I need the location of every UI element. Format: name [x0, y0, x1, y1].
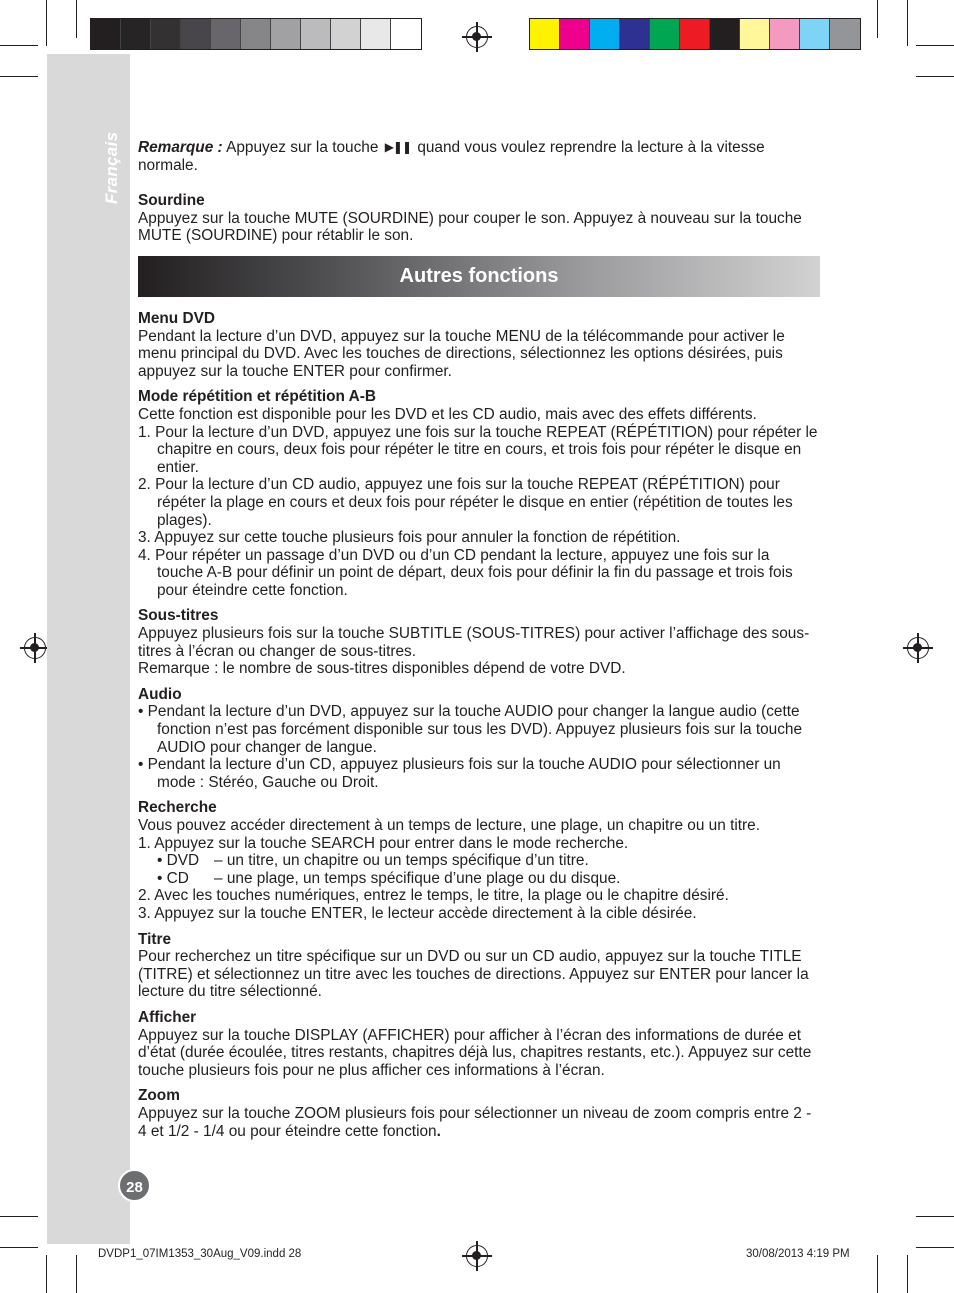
crop-mark: [916, 45, 954, 46]
crop-mark: [907, 0, 908, 46]
section-text: Vous pouvez accéder directement à un temps de lecture, une plage, un chapitre ou un titre.: [138, 817, 760, 834]
crop-mark: [916, 76, 954, 77]
list-item: 2. Avec les touches numériques, entrez le temps, le titre, la plage ou le chapitre désiré.: [138, 887, 729, 905]
grayscale-bar: [90, 18, 422, 50]
registration-mark-icon: [24, 637, 46, 659]
section-heading: Zoom: [138, 1087, 180, 1105]
footer-file-info: DVDP1_07IM1353_30Aug_V09.indd 28: [98, 1248, 302, 1260]
registration-mark-icon: [466, 26, 488, 48]
sub-list-key: • DVD: [157, 852, 200, 870]
remark-text-after: quand vous voulez reprendre la lecture à la vitesse normale.: [138, 139, 765, 174]
section-heading: Audio: [138, 685, 182, 703]
color-swatch: [391, 19, 421, 49]
registration-mark-icon: [907, 637, 929, 659]
crop-mark: [916, 1216, 954, 1217]
color-swatch: [301, 19, 331, 49]
color-swatch: [710, 19, 740, 49]
registration-mark-icon: [466, 1245, 488, 1267]
color-swatch: [650, 19, 680, 49]
color-swatch: [590, 19, 620, 49]
list-item: 1. Appuyez sur la touche SEARCH pour entrer dans le mode recherche.: [138, 834, 629, 852]
section-heading: Recherche: [138, 799, 217, 817]
zoom-text-end: .: [436, 1122, 441, 1140]
crop-mark: [0, 1247, 38, 1248]
crop-mark: [76, 0, 77, 38]
section-audio: [138, 686, 818, 792]
section-text: Pendant la lecture d’un DVD, appuyez sur la touche MENU de la télécommande pour activer le menu principal du DVD. Avec les touches de directions, sélectionnez les options désirées, puis appuyez sur la touche ENTER pour confirmer.: [138, 327, 785, 380]
color-swatch: [181, 19, 211, 49]
remark-label: Remarque :: [138, 139, 223, 156]
section-text: Appuyez sur la touche DISPLAY (AFFICHER) pour afficher à l’écran des informations de durée et d’état (durée écoulée, titres restants, chapitres déjà lus, chapitres restants, etc.). Appuyez sur cette touche plusieurs fois pour ne plus afficher ces informations à l’écran.: [138, 1026, 812, 1079]
page-number: 28: [118, 1169, 151, 1202]
color-swatch: [331, 19, 361, 49]
section-banner: [138, 256, 820, 297]
crop-mark: [46, 0, 47, 46]
color-swatch: [800, 19, 830, 49]
remark-paragraph: [138, 139, 818, 174]
section-text: Appuyez plusieurs fois sur la touche SUBTITLE (SOUS-TITRES) pour activer l’affichage des sous-titres à l’écran ou changer de sous-titres.: [138, 625, 810, 660]
section-heading: Menu DVD: [138, 309, 215, 327]
list-item: 2. Pour la lecture d’un CD audio, appuyez une fois sur la touche REPEAT (RÉPÉTITION) pour répéter la plage en cours et deux fois pour répéter le disque en entier (répétition de toutes les plages).: [138, 476, 793, 529]
color-bar: [529, 18, 861, 50]
section-display: [138, 1009, 818, 1079]
color-swatch: [560, 19, 590, 49]
section-sourdine: [138, 192, 818, 245]
page-content: [138, 139, 818, 1148]
crop-mark: [877, 0, 878, 38]
list-item: 4. Pour répéter un passage d’un DVD ou d’un CD pendant la lecture, appuyez une fois sur la touche A-B pour définir un point de départ, deux fois pour définir la fin du passage et trois fois pour éteindre cette fonction.: [138, 546, 793, 599]
sub-list-key: • CD: [157, 869, 189, 887]
list-item: • Pendant la lecture d’un DVD, appuyez sur la touche AUDIO pour changer la langue audio (cette fonction n’est pas forcément disponible sur tous les DVD). Appuyez plusieurs fois sur la touche AUDIO pour changer de langue.: [138, 703, 803, 756]
section-subtitles: [138, 607, 818, 677]
color-swatch: [271, 19, 301, 49]
section-repeat: [138, 388, 818, 599]
list-item: 3. Appuyez sur cette touche plusieurs fois pour annuler la fonction de répétition.: [138, 529, 681, 547]
crop-mark: [0, 1216, 38, 1217]
color-swatch: [241, 19, 271, 49]
crop-mark: [46, 1255, 47, 1293]
footer-date: 30/08/2013 4:19 PM: [746, 1248, 850, 1260]
remark-text-before: Appuyez sur la touche: [226, 139, 379, 156]
section-note: Remarque : le nombre de sous-titres disponibles dépend de votre DVD.: [138, 660, 626, 678]
banner-title: Autres fonctions: [399, 264, 559, 287]
section-text: [138, 1105, 818, 1140]
language-tab: Français: [102, 131, 121, 204]
section-zoom: [138, 1087, 818, 1140]
color-swatch: [211, 19, 241, 49]
color-swatch: [680, 19, 710, 49]
color-swatch: [361, 19, 391, 49]
crop-mark: [0, 45, 38, 46]
crop-mark: [76, 1255, 77, 1293]
color-swatch: [740, 19, 770, 49]
sub-list-text: – un titre, un chapitre ou un temps spécifique d’un titre.: [214, 852, 589, 870]
list-item: 1. Pour la lecture d’un DVD, appuyez une fois sur la touche REPEAT (RÉPÉTITION) pour répéter le chapitre en cours, deux fois pour répéter le titre en cours, et trois fois pour répéter le disque en entier.: [138, 423, 818, 476]
zoom-text: Appuyez sur la touche ZOOM plusieurs fois pour sélectionner un niveau de zoom compris entre 2 - 4 et 1/2 - 1/4 ou pour éteindre cette fonction: [138, 1104, 812, 1140]
sub-list-text: – une plage, un temps spécifique d’une plage ou du disque.: [214, 869, 621, 887]
section-text: Appuyez sur la touche MUTE (SOURDINE) pour couper le son. Appuyez à nouveau sur la touche MUTE (SOURDINE) pour rétablir le son.: [138, 209, 802, 245]
color-swatch: [151, 19, 181, 49]
list-item: 3. Appuyez sur la touche ENTER, le lecteur accède directement à la cible désirée.: [138, 904, 697, 922]
section-text: Pour recherchez un titre spécifique sur un DVD ou sur un CD audio, appuyez sur la touche TITLE (TITRE) et sélectionnez un titre avec les touches de directions. Appuyez sur ENTER pour lancer la lecture du titre sélectionné.: [138, 948, 809, 1001]
color-swatch: [620, 19, 650, 49]
section-heading: Sourdine: [138, 192, 205, 210]
crop-mark: [907, 1255, 908, 1293]
color-swatch: [830, 19, 860, 49]
crop-mark: [916, 1247, 954, 1248]
section-heading: Titre: [138, 930, 172, 948]
crop-mark: [877, 1255, 878, 1293]
section-menu-dvd: [138, 310, 818, 380]
section-heading: Afficher: [138, 1008, 197, 1026]
crop-mark: [0, 76, 38, 77]
list-item: • Pendant la lecture d’un CD, appuyez plusieurs fois sur la touche AUDIO pour sélectionner un mode : Stéréo, Gauche ou Droit.: [138, 756, 781, 791]
color-swatch: [770, 19, 800, 49]
color-swatch: [530, 19, 560, 49]
sub-list-item: [138, 870, 818, 888]
section-heading: Sous-titres: [138, 607, 219, 625]
section-text: Cette fonction est disponible pour les DVD et les CD audio, mais avec des effets différents.: [138, 405, 757, 423]
section-title: [138, 931, 818, 1001]
section-heading: Mode répétition et répétition A-B: [138, 388, 376, 406]
sub-list-item: [138, 852, 818, 870]
color-swatch: [91, 19, 121, 49]
play-pause-icon: ▶❚❚: [384, 140, 412, 154]
section-search: [138, 799, 818, 922]
side-band: [47, 54, 130, 1244]
color-swatch: [121, 19, 151, 49]
